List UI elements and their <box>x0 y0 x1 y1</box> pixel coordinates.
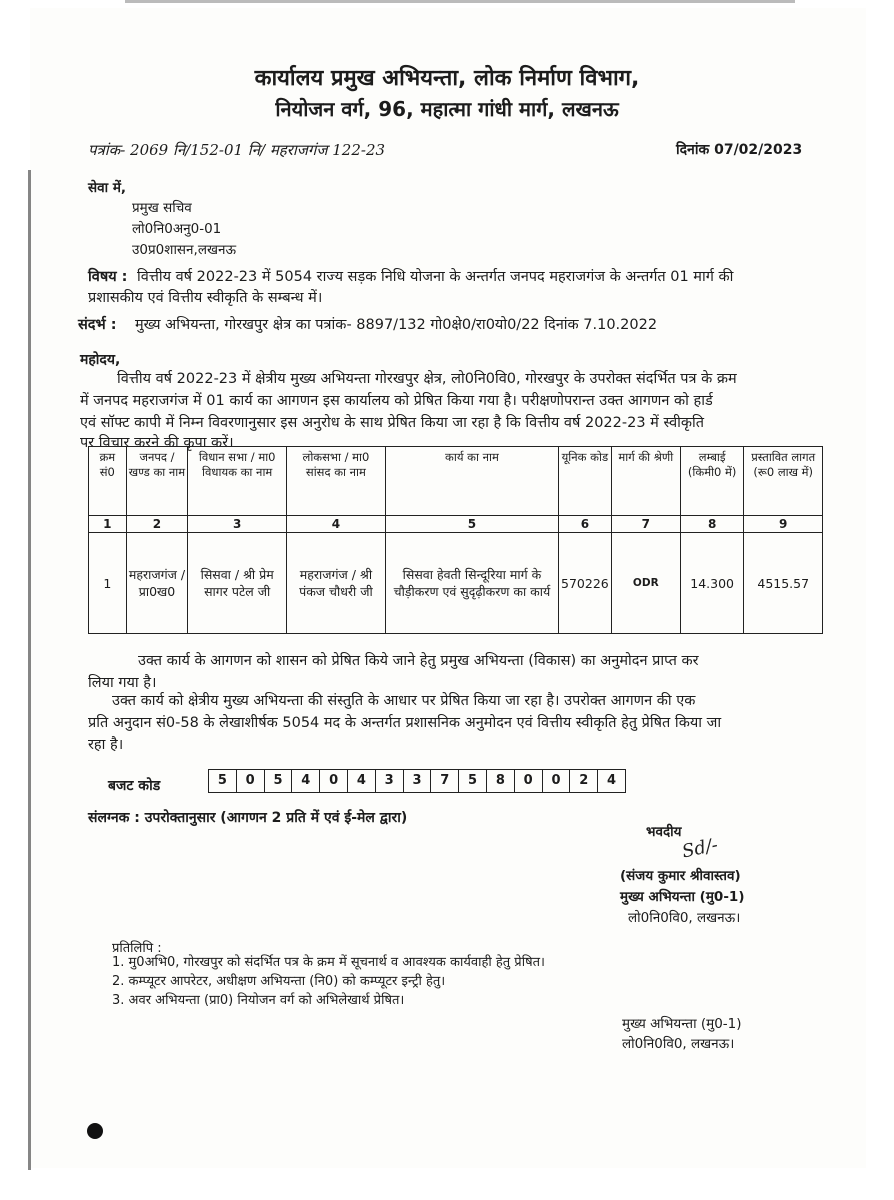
table-cell-assembly: सिसवा / श्री प्रेम सागर पटेल जी <box>188 533 287 634</box>
table-header-cell: यूनिक कोड <box>559 447 612 516</box>
table-cell-district: महराजगंज / प्रा0ख0 <box>126 533 188 634</box>
para1-line1: वित्तीय वर्ष 2022-23 में क्षेत्रीय मुख्य अभियन्ता गोरखपुर क्षेत्र, लो0नि0वि0, गोरखपुर के उपरोक्त संदर्भित पत्र के क्रम <box>117 371 737 387</box>
handwritten-signature: Sd/- <box>680 834 720 863</box>
table-cell-unique-code: 570226 <box>559 533 612 634</box>
table-cell-length: 14.300 <box>680 533 744 634</box>
budget-digit: 7 <box>431 769 459 793</box>
letter-date: दिनांक 07/02/2023 <box>676 142 803 158</box>
subject-line1: वित्तीय वर्ष 2022-23 में 5054 राज्य सड़क निधि योजना के अन्तर्गत जनपद महराजगंज के अन्तर्गत 01 मार्ग की <box>137 269 734 285</box>
signatory-office: लो0नि0वि0, लखनऊ। <box>628 910 741 926</box>
punch-hole-dot <box>87 1123 103 1139</box>
office-header-line1: कार्यालय प्रमुख अभियन्ता, लोक निर्माण विभाग, <box>254 66 640 91</box>
signatory-name: (संजय कुमार श्रीवास्तव) <box>620 868 741 884</box>
para1-line4: पर विचार करने की कृपा करें। <box>80 435 234 451</box>
budget-digit: 0 <box>543 769 571 793</box>
scan-top-border <box>125 0 795 3</box>
scan-left-edge <box>28 170 31 1170</box>
table-header-cell: मार्ग की श्रेणी <box>611 447 680 516</box>
footer-designation: मुख्य अभियन्ता (मु0-1) <box>622 1016 742 1032</box>
table-number-row <box>89 516 823 533</box>
budget-digit: 4 <box>348 769 376 793</box>
addressee-line1: प्रमुख सचिव <box>132 200 192 216</box>
para1-line2: में जनपद महराजगंज में 01 कार्य का आगणन इस कार्यालय को प्रेषित किया गया है। परीक्षणोपरान्त उक्त आगणन को हार्ड <box>80 393 713 409</box>
para2-line2: लिया गया है। <box>88 675 157 691</box>
para3-line3: रहा है। <box>88 737 124 753</box>
letter-number: पत्रांक- 2069 नि/152-01 नि/ महराजगंज 122-23 <box>88 141 386 159</box>
table-cell-cost: 4515.57 <box>744 533 823 634</box>
budget-digit: 4 <box>598 769 626 793</box>
enclosure: संलग्नक : उपरोक्तानुसार (आगणन 2 प्रति में एवं ई-मेल द्वारा) <box>88 810 408 826</box>
table-row <box>89 533 823 634</box>
table-cell-road-category: ODR <box>611 533 680 634</box>
table-header-cell: जनपद / खण्ड का नाम <box>126 447 188 516</box>
table-header-row <box>89 447 823 516</box>
subject-label: विषय : <box>88 269 128 285</box>
budget-code-label: बजट कोड <box>108 778 161 794</box>
budget-code-boxes <box>208 769 626 793</box>
budget-digit: 5 <box>208 769 237 793</box>
budget-digit: 5 <box>459 769 487 793</box>
addressee-line2: लो0नि0अनु0-01 <box>132 221 222 237</box>
budget-digit: 5 <box>265 769 293 793</box>
bhavdiy: भवदीय <box>646 824 682 840</box>
signatory-designation: मुख्य अभियन्ता (मु0-1) <box>620 889 745 905</box>
footer-office: लो0नि0वि0, लखनऊ। <box>622 1036 735 1052</box>
subject-line2: प्रशासकीय एवं वित्तीय स्वीकृति के सम्बन्ध में। <box>88 290 323 306</box>
column-number: 9 <box>744 516 823 533</box>
column-number: 7 <box>611 516 680 533</box>
budget-digit: 8 <box>487 769 515 793</box>
copy-item: 3. अवर अभियन्ता (प्रा0) नियोजन वर्ग को अभिलेखार्थ प्रेषित। <box>112 993 405 1008</box>
table-cell-loksabha: महराजगंज / श्री पंकज चौधरी जी <box>286 533 385 634</box>
column-number: 4 <box>286 516 385 533</box>
table-cell-serial: 1 <box>89 533 127 634</box>
column-number: 6 <box>559 516 612 533</box>
table-header-cell: लम्बाई (किमी0 में) <box>680 447 744 516</box>
table-header-cell: लोकसभा / मा0 सांसद का नाम <box>286 447 385 516</box>
addressee-line3: उ0प्र0शासन,लखनऊ <box>132 242 237 258</box>
table-header-cell: क्रम सं0 <box>89 447 127 516</box>
office-header-line2: नियोजन वर्ग, 96, महात्मा गांधी मार्ग, लखनऊ <box>275 97 619 121</box>
copy-item: 1. मु0अभि0, गोरखपुर को संदर्भित पत्र के क्रम में सूचनार्थ व आवश्यक कार्यवाही हेतु प्रेषित। <box>112 955 545 970</box>
para2-line1: उक्त कार्य के आगणन को शासन को प्रेषित किये जाने हेतु प्रमुख अभियन्ता (विकास) का अनुमोदन प्राप्त कर <box>138 653 699 669</box>
para3-line2: प्रति अनुदान सं0-58 के लेखाशीर्षक 5054 मद के अन्तर्गत प्रशासनिक अनुमोदन एवं वित्तीय स्वीकृति हेतु प्रेषित किया जा <box>88 715 722 731</box>
budget-digit: 4 <box>292 769 320 793</box>
para3-line1: उक्त कार्य को क्षेत्रीय मुख्य अभियन्ता की संस्तुति के आधार पर प्रेषित किया जा रहा है। उपरोक्त आगणन की एक <box>112 693 696 709</box>
works-table <box>88 446 823 634</box>
budget-digit: 0 <box>515 769 543 793</box>
salutation: महोदय, <box>80 352 121 368</box>
budget-digit: 3 <box>376 769 404 793</box>
reference-text: मुख्य अभियन्ता, गोरखपुर क्षेत्र का पत्रांक- 8897/132 गो0क्षे0/रा0यो0/22 दिनांक 7.10.2022 <box>135 317 658 333</box>
seva-me: सेवा में, <box>88 180 127 196</box>
copy-item: 2. कम्प्यूटर आपरेटर, अधीक्षण अभियन्ता (नि0) को कम्प्यूटर इन्ट्री हेतु। <box>112 974 446 989</box>
budget-digit: 3 <box>404 769 432 793</box>
table-header-cell: विधान सभा / मा0 विधायक का नाम <box>188 447 287 516</box>
column-number: 5 <box>385 516 558 533</box>
column-number: 1 <box>89 516 127 533</box>
copy-label: प्रतिलिपि : <box>112 941 162 956</box>
table-cell-work-name: सिसवा हेवती सिन्दूरिया मार्ग के चौड़ीकरण एवं सुदृढ़ीकरण का कार्य <box>385 533 558 634</box>
table-header-cell: प्रस्तावित लागत (रू0 लाख में) <box>744 447 823 516</box>
budget-digit: 0 <box>237 769 265 793</box>
table-header-cell: कार्य का नाम <box>385 447 558 516</box>
reference-label: संदर्भ : <box>78 317 117 333</box>
column-number: 2 <box>126 516 188 533</box>
column-number: 3 <box>188 516 287 533</box>
column-number: 8 <box>680 516 744 533</box>
budget-digit: 0 <box>320 769 348 793</box>
para1-line3: एवं सॉफ्ट कापी में निम्न विवरणानुसार इस अनुरोध के साथ प्रेषित किया जा रहा है कि वित्तीय वर्ष 2022-23 में स्वीकृति <box>80 415 705 431</box>
budget-digit: 2 <box>570 769 598 793</box>
